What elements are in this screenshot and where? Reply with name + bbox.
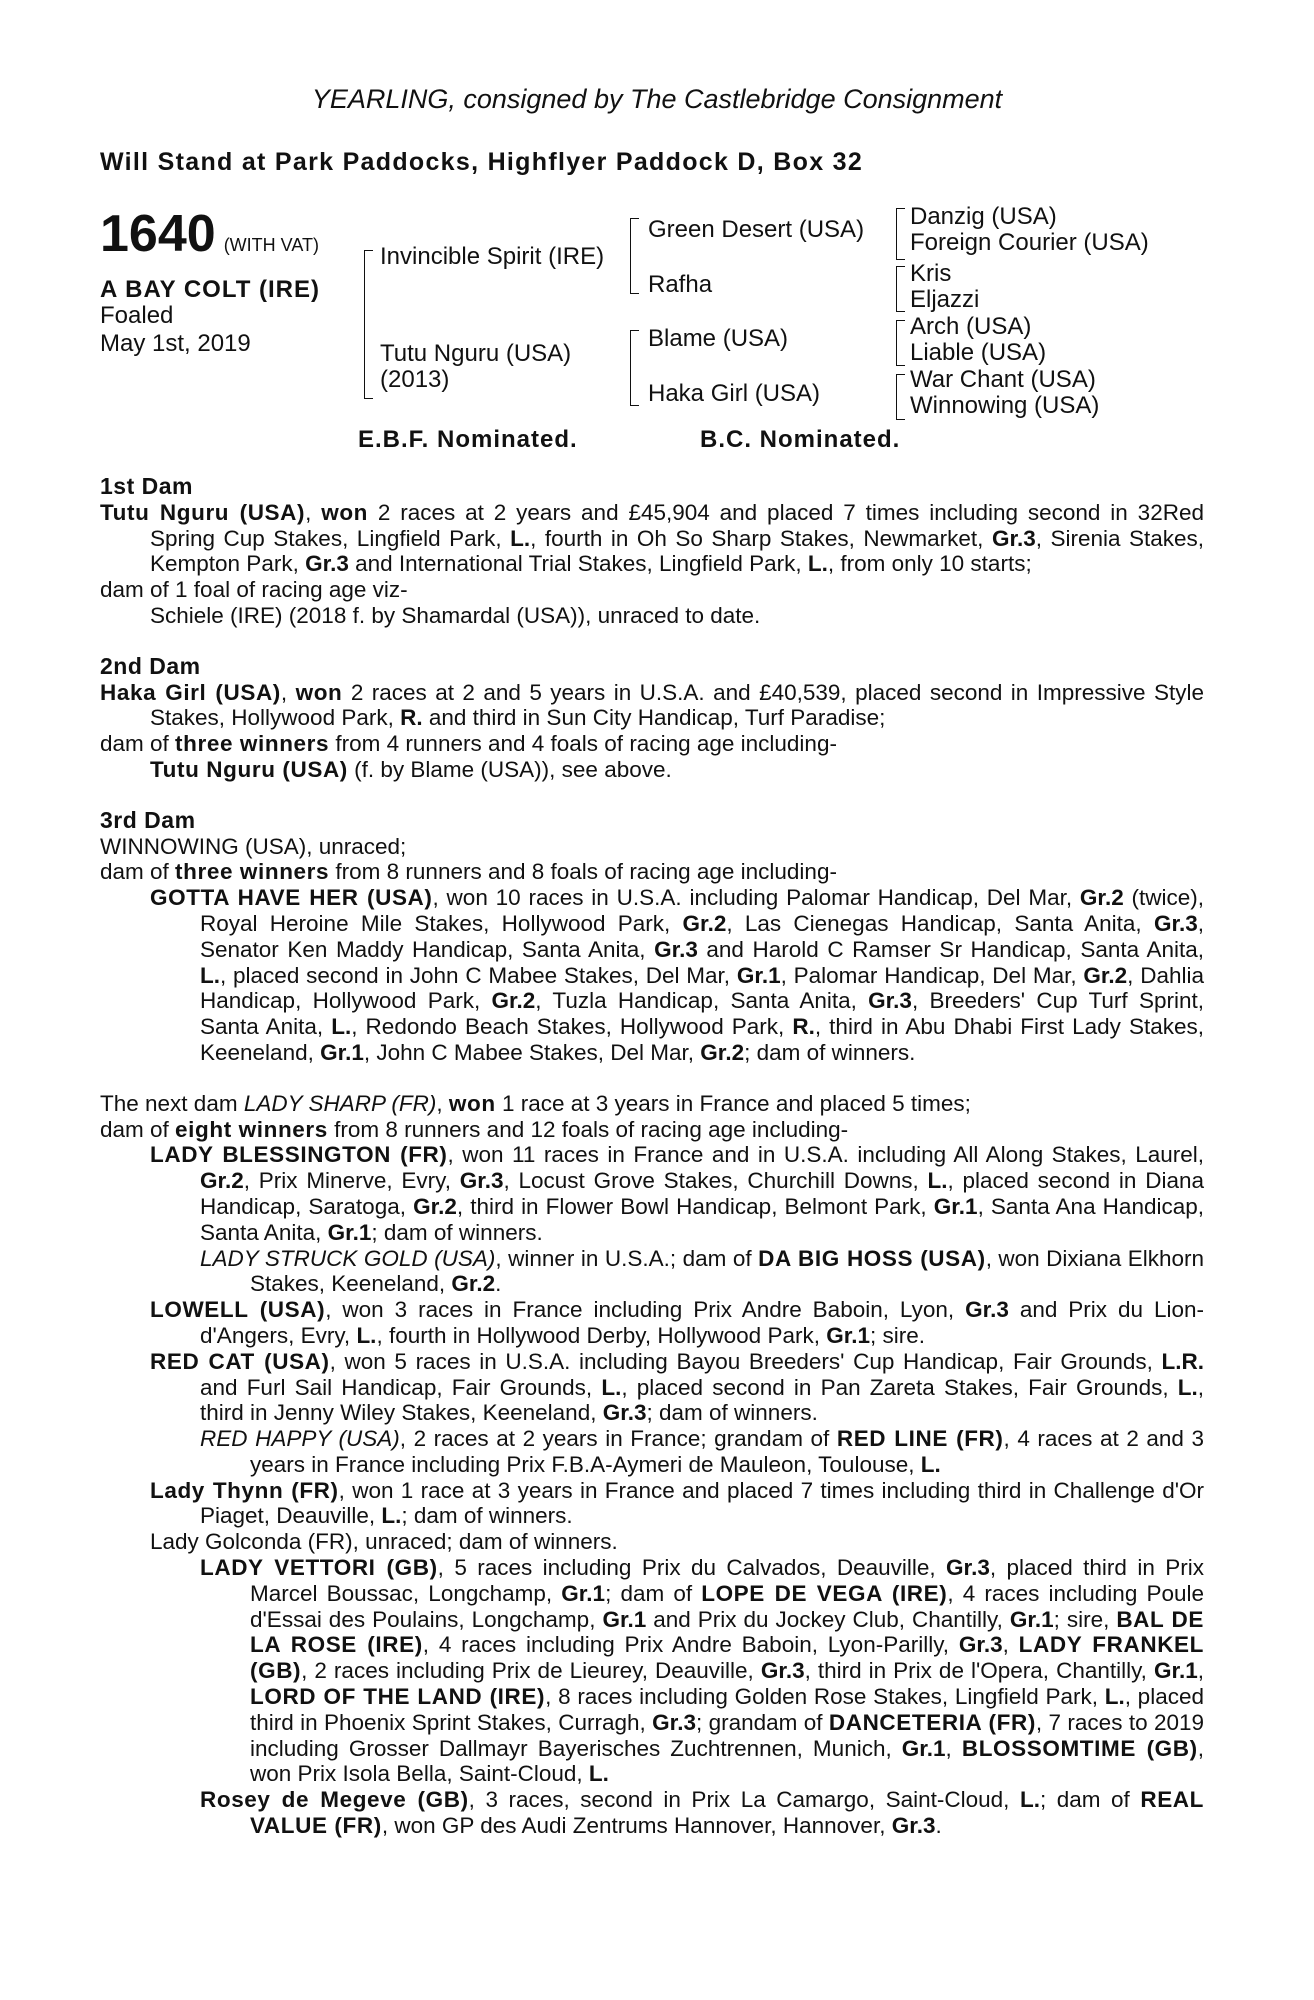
pedigree-dam-sire: Blame (USA) [648,325,789,352]
pedigree-g6: Liable (USA) [910,339,1047,366]
pedigree-bracket [630,330,639,406]
pedigree-bracket [896,266,905,312]
lot-description: A BAY COLT (IRE) [100,276,321,303]
second-dam-produce: dam of three winners from 4 runners and 4 foals of racing age including- [100,731,837,757]
second-dam-heading: 2nd Dam [100,652,201,679]
produce-lowell: LOWELL (USA), won 3 races in France including Prix Andre Baboin, Lyon, Gr.3 and Prix du Lion-d'Angers, Evry, L., fourth in Hollywood Derby, Hollywood Park, Gr.1; sire. [150,1297,1205,1348]
produce-lady-golconda: Lady Golconda (FR), unraced; dam of winners. [150,1529,618,1555]
pedigree-bracket [364,250,373,399]
produce-gotta-have-her: GOTTA HAVE HER (USA), won 10 races in U.S.A. including Palomar Handicap, Del Mar, Gr.2 (twice), Royal Heroine Mile Stakes, Hollywood Park, Gr.2, Las Cienegas Handicap, Santa Anita, Gr.3, Senator Ken Maddy Handicap, Santa Anita, Gr.3 and Harold C Ramser Sr Handicap, Santa Anita, L., placed second in John C Mabee Stakes, Del Mar, Gr.1, Palomar Handicap, Del Mar, Gr.2, Dahlia Handicap, Hollywood Park, Gr.2, Tuzla Handicap, Santa Anita, Gr.3, Breeders' Cup Turf Sprint, Santa Anita, L., Redondo Beach Stakes, Hollywood Park, R., third in Abu Dhabi First Lady Stakes, Keeneland, Gr.1, John C Mabee Stakes, Del Mar, Gr.2; dam of winners. [150,885,1205,1065]
pedigree-g7: War Chant (USA) [910,366,1096,393]
lot-number: 1640 [100,205,216,263]
produce-red-happy: RED HAPPY (USA), 2 races at 2 years in France; grandam of RED LINE (FR), 4 races at 2 and 3 years in France including Prix F.B.A-Aymeri de Mauleon, Toulouse, L. [200,1426,1205,1477]
produce-lady-thynn: Lady Thynn (FR), won 1 race at 3 years in France and placed 7 times including third in Challenge d'Or Piaget, Deauville, L.; dam of winners. [150,1477,1204,1529]
pedigree-bracket [630,218,639,294]
produce-rosey-de-megeve: Rosey de Megeve (GB), 3 races, second in Prix La Camargo, Saint-Cloud, L.; dam of REAL VALUE (FR), won GP des Audi Zentrums Hannover, Hannover, Gr.3. [200,1787,1204,1839]
pedigree-g2: Foreign Courier (USA) [910,229,1149,256]
pedigree-bracket [896,374,905,420]
foaled-date: May 1st, 2019 [100,330,251,357]
produce-red-cat: RED CAT (USA), won 5 races in U.S.A. including Bayou Breeders' Cup Handicap, Fair Grounds, L.R. and Furl Sail Handicap, Fair Grounds, L., placed second in Pan Zareta Stakes, Fair Grounds, L., third in Jenny Wiley Stakes, Keeneland, Gr.3; dam of winners. [150,1348,1205,1426]
produce-schiele: Schiele (IRE) (2018 f. by Shamardal (USA)), unraced to date. [150,602,761,628]
ebf-nomination: E.B.F. Nominated. [358,426,578,453]
pedigree-g1: Danzig (USA) [910,203,1057,230]
first-dam-name: Tutu Nguru (USA) [100,499,306,525]
next-dam-paragraph: The next dam LADY SHARP (FR), won 1 race at 3 years in France and placed 5 times; [100,1090,971,1116]
first-dam-paragraph: Tutu Nguru (USA), won 2 races at 2 years and £45,904 and placed 7 times including second in 32Red Spring Cup Stakes, Lingfield Park, L., fourth in Oh So Sharp Stakes, Newmarket, Gr.3, Sirenia Stakes, Kempton Park, Gr.3 and International Trial Stakes, Lingfield Park, L., from only 10 starts; [100,499,1205,577]
bc-nomination: B.C. Nominated. [700,426,901,453]
produce-lady-struck-gold: LADY STRUCK GOLD (USA), winner in U.S.A.; dam of DA BIG HOSS (USA), won Dixiana Elkhorn Stakes, Keeneland, Gr.2. [200,1245,1204,1297]
pedigree-sire-dam: Rafha [648,271,713,298]
third-dam-produce: dam of three winners from 8 runners and 8 foals of racing age including- [100,859,837,885]
pedigree-g8: Winnowing (USA) [910,392,1100,419]
second-dam-paragraph: Haka Girl (USA), won 2 races at 2 and 5 years in U.S.A. and £40,539, placed second in Impressive Style Stakes, Hollywood Park, R. and third in Sun City Handicap, Turf Paradise; [100,679,1204,731]
lot-number-block [100,205,319,263]
third-dam-name: WINNOWING (USA), unraced; [100,833,407,859]
next-dam-produce: dam of eight winners from 8 runners and 12 foals of racing age including- [100,1116,849,1142]
page-header: YEARLING, consigned by The Castlebridge Consignment [311,84,1003,114]
pedigree-g4: Eljazzi [910,286,980,313]
pedigree-g3: Kris [910,260,952,287]
foaled-label: Foaled [100,302,174,329]
pedigree-dam: Tutu Nguru (USA) [380,340,572,367]
third-dam-heading: 3rd Dam [100,806,196,833]
lot-vat: (WITH VAT) [223,235,319,255]
pedigree-sire: Invincible Spirit (IRE) [380,243,605,270]
dam-sections [100,474,1204,1839]
second-dam-name: Haka Girl (USA) [100,679,281,705]
pedigree-g5: Arch (USA) [910,313,1032,340]
produce-lady-blessington: LADY BLESSINGTON (FR), won 11 races in France and in U.S.A. including All Along Stakes, Laurel, Gr.2, Prix Minerve, Evry, Gr.3, Locust Grove Stakes, Churchill Downs, L., placed second in Diana Handicap, Saratoga, Gr.2, third in Flower Bowl Handicap, Belmont Park, Gr.1, Santa Ana Handicap, Santa Anita, Gr.1; dam of winners. [150,1142,1204,1245]
pedigree-bracket [896,208,905,260]
first-dam-produce: dam of 1 foal of racing age viz- [100,577,408,603]
first-dam-heading: 1st Dam [100,473,193,499]
produce-tutu-nguru: Tutu Nguru (USA) (f. by Blame (USA)), see above. [150,756,672,782]
pedigree-dam-year: (2013) [380,366,450,393]
stand-location: Will Stand at Park Paddocks, Highflyer Paddock D, Box 32 [100,148,864,176]
pedigree-bracket [896,320,905,366]
produce-lady-vettori: LADY VETTORI (GB), 5 races including Prix du Calvados, Deauville, Gr.3, placed third in Prix Marcel Boussac, Longchamp, Gr.1; dam of LOPE DE VEGA (IRE), 4 races including Poule d'Essai des Poulains, Longchamp, Gr.1 and Prix du Jockey Club, Chantilly, Gr.1; sire, BAL DE LA ROSE (IRE), 4 races including Prix Andre Baboin, Lyon-Parilly, Gr.3, LADY FRANKEL (GB), 2 races including Prix de Lieurey, Deauville, Gr.3, third in Prix de l'Opera, Chantilly, Gr.1, LORD OF THE LAND (IRE), 8 races including Golden Rose Stakes, Lingfield Park, L., placed third in Phoenix Sprint Stakes, Curragh, Gr.3; grandam of DANCETERIA (FR), 7 races to 2019 including Grosser Dallmayr Bayerisches Zuchtrennen, Munich, Gr.1, BLOSSOMTIME (GB), won Prix Isola Bella, Saint-Cloud, L. [200,1555,1205,1787]
pedigree-dam-dam: Haka Girl (USA) [648,380,821,407]
pedigree-sire-sire: Green Desert (USA) [648,216,865,243]
